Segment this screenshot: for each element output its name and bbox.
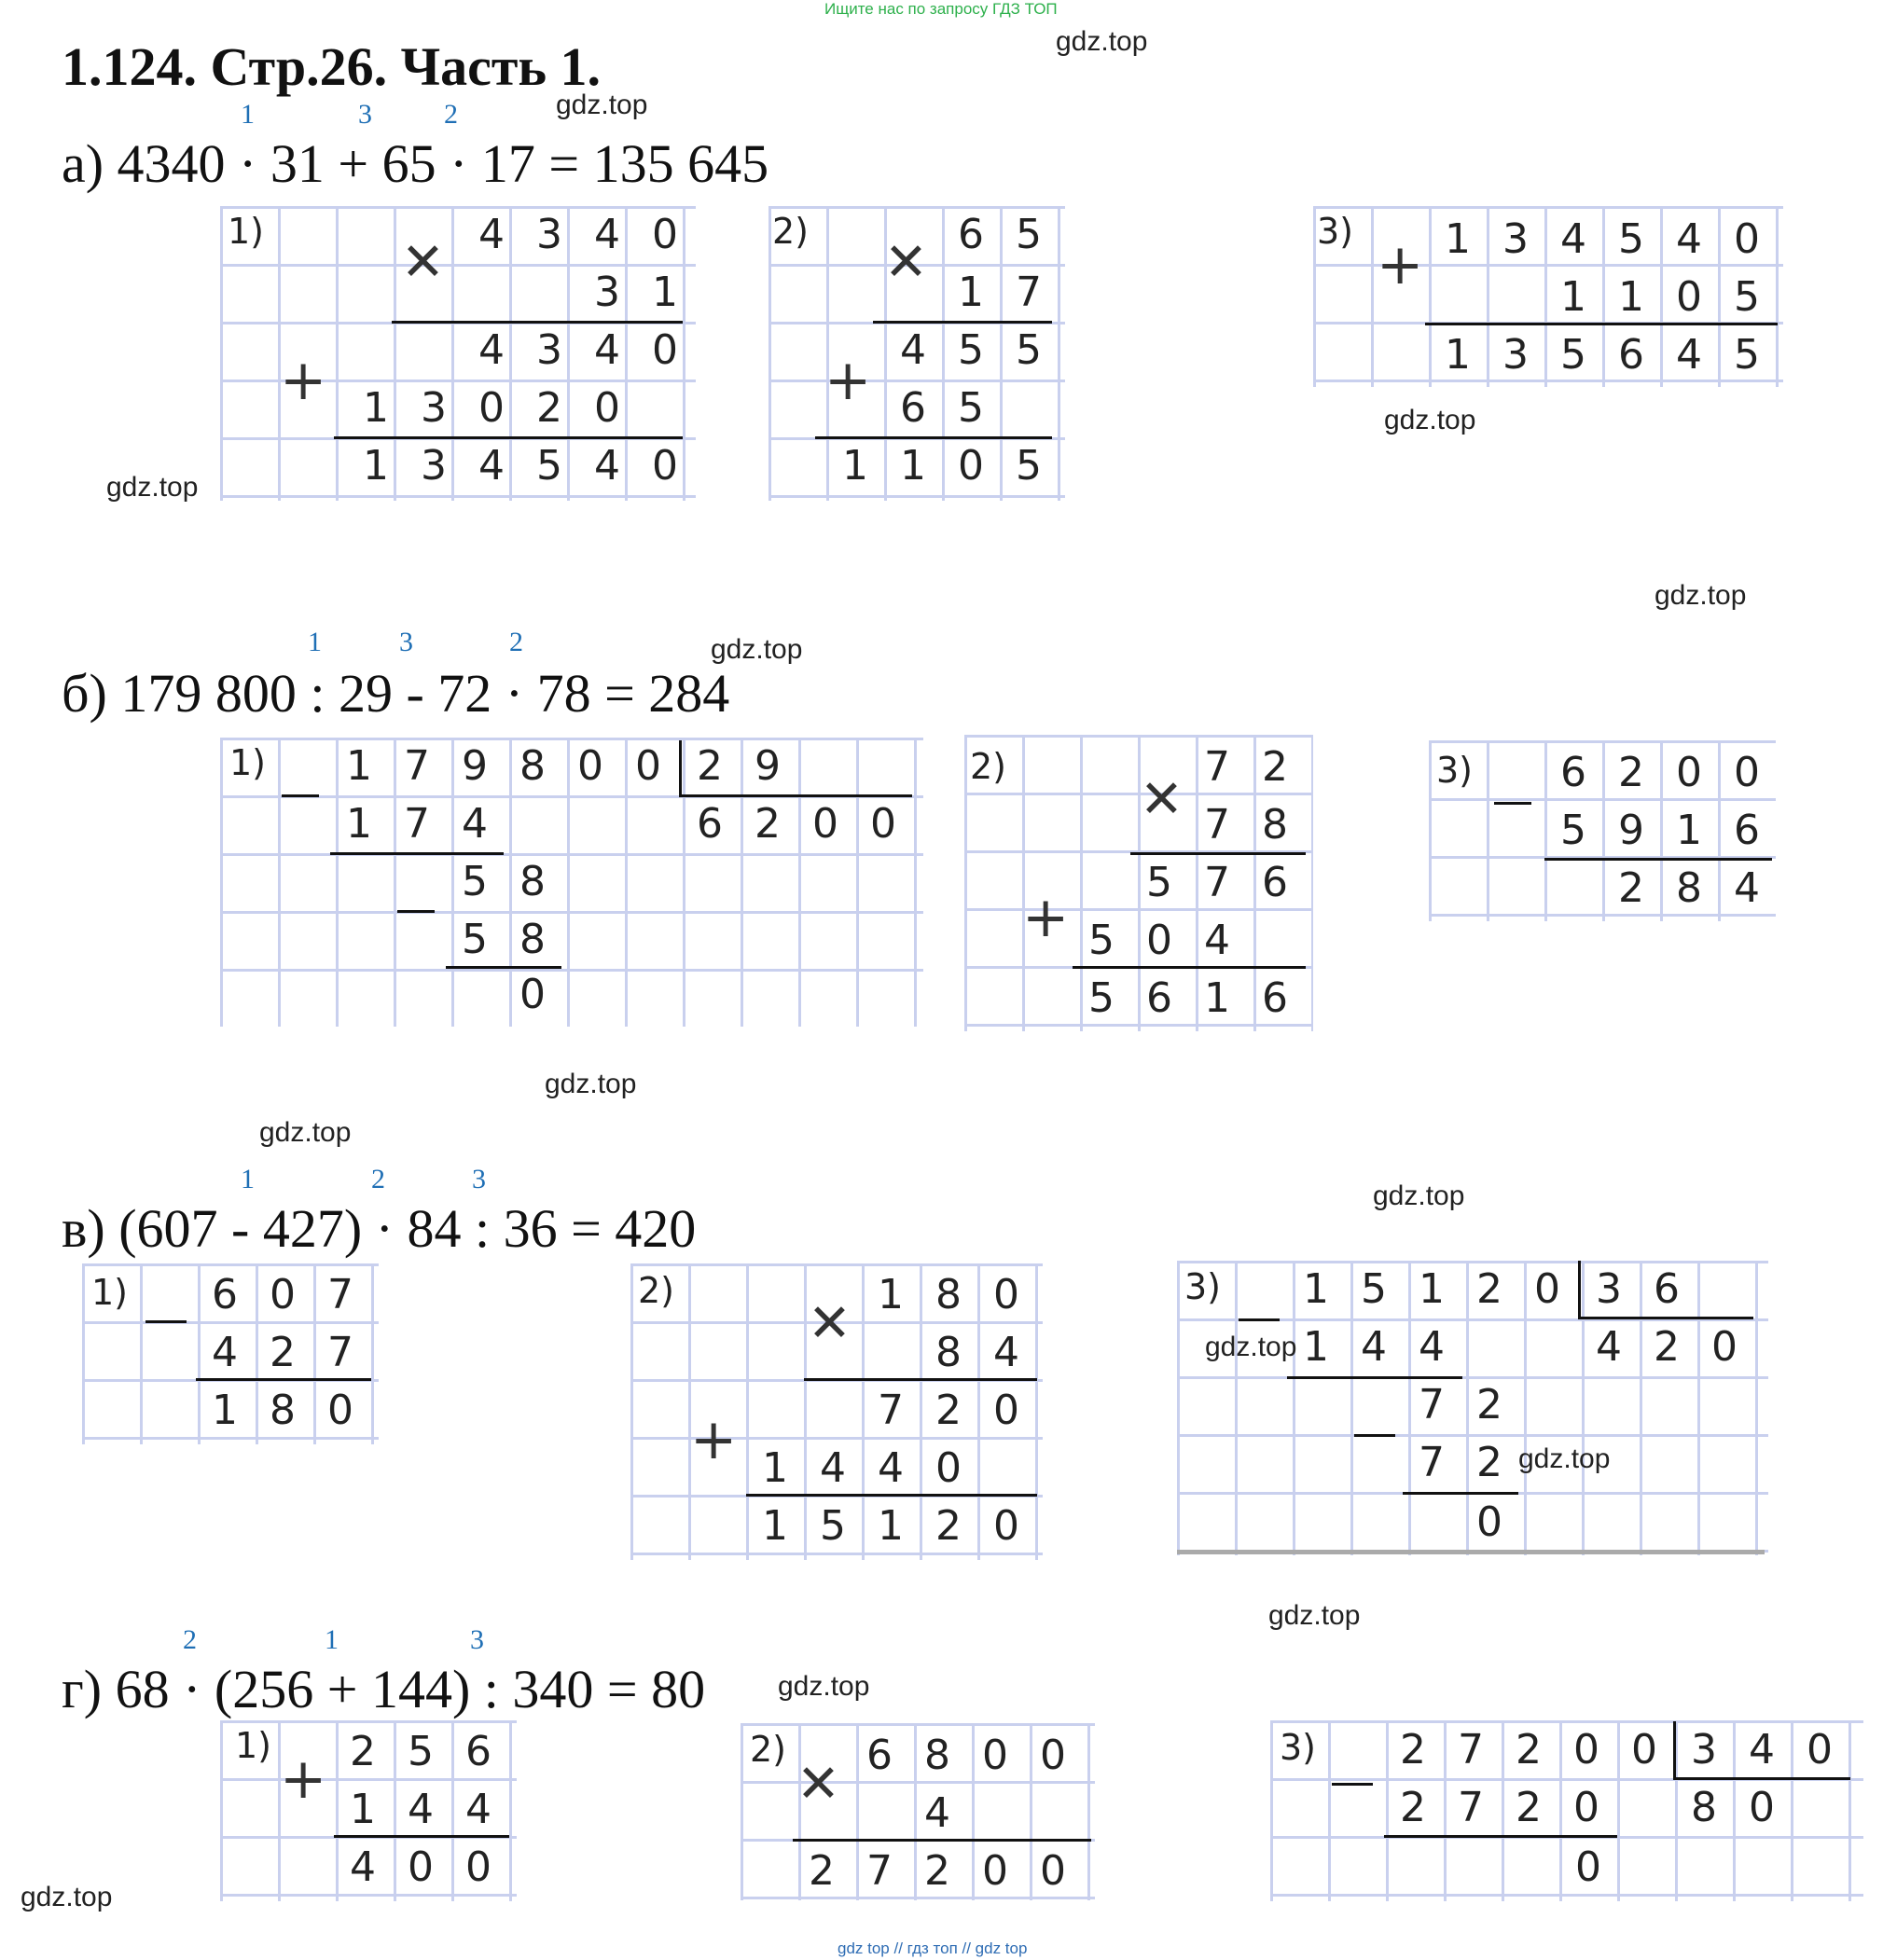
digit-cell: 4 [1560,215,1586,263]
digit-cell: 0 [652,326,678,374]
digit-cell: 8 [1691,1784,1717,1831]
order-number: 2 [509,627,523,657]
expression: г) 68 · (256 + 144) : 340 = 80 [62,1659,706,1719]
watermark: gdz.top [1655,580,1747,611]
digit-cell: 2 [1618,749,1644,796]
digit-cell: 4 [820,1444,846,1492]
digit-cell: 0 [1807,1726,1833,1774]
digit-cell: 4 [878,1444,904,1492]
watermark: gdz.top [106,472,199,503]
plus-sign: + [1022,885,1070,950]
step-label: 2) [970,746,1007,787]
step-label: 2) [638,1270,675,1311]
step-label: 2) [750,1729,787,1770]
digit-cell: 2 [809,1847,835,1895]
digit-cell: 5 [1560,331,1586,379]
plus-sign: + [280,348,327,413]
digit-cell: 1 [363,442,389,490]
search-banner: Ищите нас по запросу ГДЗ ТОП [824,0,1058,18]
digit-cell: 8 [519,858,546,905]
digit-cell: 0 [408,1843,434,1891]
digit-cell: 0 [594,384,620,432]
digit-cell: 4 [1676,215,1702,263]
digit-cell: 1 [346,742,372,790]
digit-cell: 0 [812,800,838,848]
digit-cell: 9 [755,742,781,790]
digit-cell: 6 [1262,974,1288,1022]
digit-cell: 0 [1534,1265,1560,1313]
step-label: 3) [1436,750,1474,791]
digit-cell: 6 [1146,974,1172,1022]
expression: б) 179 800 : 29 - 72 · 78 = 284 [62,663,730,724]
footer-links[interactable]: gdz top // гдз топ // gdz top [838,1939,1028,1957]
digit-cell: 0 [1040,1847,1066,1895]
digit-cell: 0 [1040,1732,1066,1779]
digit-cell: 5 [1016,211,1042,258]
digit-cell: 2 [350,1728,376,1775]
digit-cell: 5 [1146,859,1172,906]
digit-cell: 5 [408,1728,434,1775]
digit-cell: 4 [1734,864,1760,912]
digit-cell: 4 [594,211,620,258]
step-label: 3) [1280,1727,1317,1768]
digit-cell: 5 [536,442,562,490]
digit-cell: 6 [958,211,984,258]
page-title: 1.124. Стр.26. Часть 1. [62,36,602,97]
digit-cell: 5 [1560,807,1586,854]
digit-cell: 1 [346,800,372,848]
digit-cell: 0 [1146,917,1172,964]
watermark: gdz.top [1518,1443,1611,1474]
digit-cell: 6 [1654,1265,1680,1313]
digit-cell: 4 [462,800,488,848]
digit-cell: 5 [958,384,984,432]
digit-cell: 0 [958,442,984,490]
digit-cell: 4 [900,326,926,374]
minus-sign [1494,802,1531,805]
digit-cell: 4 [1596,1323,1622,1371]
digit-cell: 1 [212,1387,238,1434]
digit-cell: 0 [519,971,546,1018]
digit-cell: 1 [1445,215,1471,263]
digit-cell: 2 [935,1502,962,1550]
digit-cell: 5 [1088,917,1115,964]
step-label: 1) [91,1272,129,1313]
digit-cell: 2 [1400,1784,1426,1831]
digit-cell: 4 [1204,917,1230,964]
order-number: 3 [399,627,413,657]
digit-cell: 0 [1573,1784,1599,1831]
digit-cell: 5 [1361,1265,1387,1313]
digit-cell: 1 [363,384,389,432]
digit-cell: 1 [1676,807,1702,854]
multiply-sign: ✕ [401,232,445,293]
plus-sign: + [824,348,872,413]
digit-cell: 1 [1204,974,1230,1022]
digit-cell: 5 [820,1502,846,1550]
digit-cell: 5 [1016,326,1042,374]
digit-cell: 7 [404,742,430,790]
plus-sign: + [690,1407,738,1472]
digit-cell: 7 [327,1329,353,1376]
digit-cell: 6 [1618,331,1644,379]
digit-cell: 0 [935,1444,962,1492]
digit-cell: 5 [1618,215,1644,263]
digit-cell: 7 [878,1387,904,1434]
watermark: gdz.top [1056,26,1148,57]
minus-sign [1239,1318,1280,1321]
digit-cell: 2 [755,800,781,848]
minus-sign [397,910,435,913]
digit-cell: 1 [958,269,984,316]
multiply-sign: ✕ [796,1754,840,1815]
digit-cell: 2 [1476,1381,1502,1429]
digit-cell: 3 [1596,1265,1622,1313]
digit-cell: 9 [1618,807,1644,854]
digit-cell: 1 [1445,331,1471,379]
expression: в) (607 - 427) · 84 : 36 = 420 [62,1198,697,1259]
digit-cell: 2 [1654,1323,1680,1371]
digit-cell: 4 [478,326,505,374]
digit-cell: 4 [408,1786,434,1833]
plus-sign: + [280,1746,327,1812]
digit-cell: 2 [270,1329,296,1376]
digit-cell: 2 [1476,1439,1502,1486]
digit-cell: 0 [1676,273,1702,321]
plus-sign: + [1377,232,1424,297]
digit-cell: 2 [1476,1265,1502,1313]
order-number: 3 [358,99,372,130]
digit-cell: 0 [635,742,661,790]
digit-cell: 7 [1204,801,1230,849]
digit-cell: 0 [870,800,896,848]
digit-cell: 2 [1618,864,1644,912]
digit-cell: 4 [212,1329,238,1376]
order-number: 3 [470,1624,484,1655]
digit-cell: 2 [1262,743,1288,791]
digit-cell: 8 [1262,801,1288,849]
digit-cell: 2 [1516,1726,1542,1774]
digit-cell: 1 [350,1786,376,1833]
digit-cell: 6 [900,384,926,432]
digit-cell: 4 [1419,1323,1445,1371]
step-label: 1) [235,1725,272,1766]
minus-sign [145,1320,187,1323]
step-label: 1) [229,742,267,783]
digit-cell: 4 [594,326,620,374]
minus-sign [1354,1434,1395,1437]
digit-cell: 4 [1749,1726,1775,1774]
digit-cell: 1 [1560,273,1586,321]
multiply-sign: ✕ [884,232,928,293]
digit-cell: 1 [878,1502,904,1550]
digit-cell: 4 [350,1843,376,1891]
digit-cell: 4 [594,442,620,490]
digit-cell: 0 [993,1271,1019,1318]
digit-cell: 1 [1419,1265,1445,1313]
digit-cell: 3 [1502,331,1529,379]
digit-cell: 2 [536,384,562,432]
watermark: gdz.top [1268,1600,1361,1631]
digit-cell: 7 [1204,859,1230,906]
order-number: 1 [241,1164,255,1194]
watermark: gdz.top [259,1117,352,1148]
digit-cell: 4 [465,1786,492,1833]
digit-cell: 0 [478,384,505,432]
digit-cell: 7 [327,1271,353,1318]
digit-cell: 7 [1204,743,1230,791]
digit-cell: 3 [1691,1726,1717,1774]
minus-sign [282,794,319,797]
digit-cell: 3 [1502,215,1529,263]
digit-cell: 8 [935,1329,962,1376]
order-number: 2 [183,1624,197,1655]
digit-cell: 5 [462,858,488,905]
digit-cell: 3 [421,384,447,432]
digit-cell: 5 [1088,974,1115,1022]
digit-cell: 3 [536,211,562,258]
digit-cell: 0 [652,442,678,490]
digit-cell: 1 [900,442,926,490]
digit-cell: 0 [465,1843,492,1891]
order-number: 1 [308,627,322,657]
watermark: gdz.top [21,1882,113,1912]
digit-cell: 7 [1458,1784,1484,1831]
digit-cell: 1 [762,1502,788,1550]
digit-cell: 0 [1573,1726,1599,1774]
order-number: 2 [371,1164,385,1194]
digit-cell: 3 [421,442,447,490]
step-label: 3) [1317,211,1354,252]
digit-cell: 0 [1676,749,1702,796]
digit-cell: 1 [652,269,678,316]
digit-cell: 2 [1400,1726,1426,1774]
watermark: gdz.top [556,90,648,120]
digit-cell: 4 [1361,1323,1387,1371]
digit-cell: 0 [270,1271,296,1318]
step-label: 3) [1184,1266,1222,1307]
watermark: gdz.top [711,634,803,665]
digit-cell: 6 [1734,807,1760,854]
step-label: 2) [772,211,810,252]
digit-cell: 7 [1458,1726,1484,1774]
digit-cell: 5 [462,916,488,963]
digit-cell: 2 [1516,1784,1542,1831]
digit-cell: 1 [1303,1265,1329,1313]
digit-cell: 7 [866,1847,893,1895]
digit-cell: 6 [465,1728,492,1775]
digit-cell: 8 [270,1387,296,1434]
digit-cell: 3 [536,326,562,374]
watermark: gdz.top [1205,1332,1297,1362]
order-number: 3 [472,1164,486,1194]
watermark: gdz.top [1373,1180,1465,1211]
digit-cell: 0 [1749,1784,1775,1831]
digit-cell: 2 [935,1387,962,1434]
digit-cell: 0 [1631,1726,1657,1774]
digit-cell: 0 [982,1732,1008,1779]
digit-cell: 1 [762,1444,788,1492]
step-label: 1) [228,211,265,252]
digit-cell: 4 [924,1789,950,1837]
order-number: 1 [241,99,255,130]
digit-cell: 7 [1016,269,1042,316]
digit-cell: 0 [1575,1843,1601,1891]
digit-cell: 6 [1560,749,1586,796]
digit-cell: 0 [982,1847,1008,1895]
digit-cell: 5 [1734,331,1760,379]
digit-cell: 0 [652,211,678,258]
digit-cell: 8 [1676,864,1702,912]
digit-cell: 6 [212,1271,238,1318]
digit-cell: 0 [1711,1323,1738,1371]
digit-cell: 2 [924,1847,950,1895]
order-number: 1 [325,1624,339,1655]
order-number: 2 [444,99,458,130]
digit-cell: 4 [478,211,505,258]
digit-cell: 0 [993,1502,1019,1550]
digit-cell: 4 [1676,331,1702,379]
multiply-sign: ✕ [808,1293,852,1354]
expression: а) 4340 · 31 + 65 · 17 = 135 645 [62,133,769,194]
digit-cell: 5 [958,326,984,374]
digit-cell: 4 [993,1329,1019,1376]
digit-cell: 1 [878,1271,904,1318]
watermark: gdz.top [778,1671,870,1702]
multiply-sign: ✕ [1140,769,1184,830]
digit-cell: 2 [697,742,723,790]
digit-cell: 8 [924,1732,950,1779]
digit-cell: 0 [1734,749,1760,796]
digit-cell: 8 [519,742,546,790]
digit-cell: 9 [462,742,488,790]
digit-cell: 0 [1734,215,1760,263]
digit-cell: 5 [1016,442,1042,490]
digit-cell: 0 [327,1387,353,1434]
digit-cell: 4 [478,442,505,490]
digit-cell: 7 [404,800,430,848]
digit-cell: 5 [1734,273,1760,321]
digit-cell: 6 [866,1732,893,1779]
minus-sign [1332,1783,1373,1786]
digit-cell: 1 [842,442,868,490]
digit-cell: 0 [993,1387,1019,1434]
watermark: gdz.top [545,1069,637,1099]
digit-cell: 7 [1419,1439,1445,1486]
watermark: gdz.top [1384,405,1476,435]
digit-cell: 3 [594,269,620,316]
digit-cell: 1 [1303,1323,1329,1371]
digit-cell: 8 [935,1271,962,1318]
digit-cell: 6 [697,800,723,848]
digit-cell: 7 [1419,1381,1445,1429]
digit-cell: 0 [1476,1498,1502,1546]
digit-cell: 8 [519,916,546,963]
digit-cell: 0 [577,742,603,790]
digit-cell: 1 [1618,273,1644,321]
digit-cell: 6 [1262,859,1288,906]
